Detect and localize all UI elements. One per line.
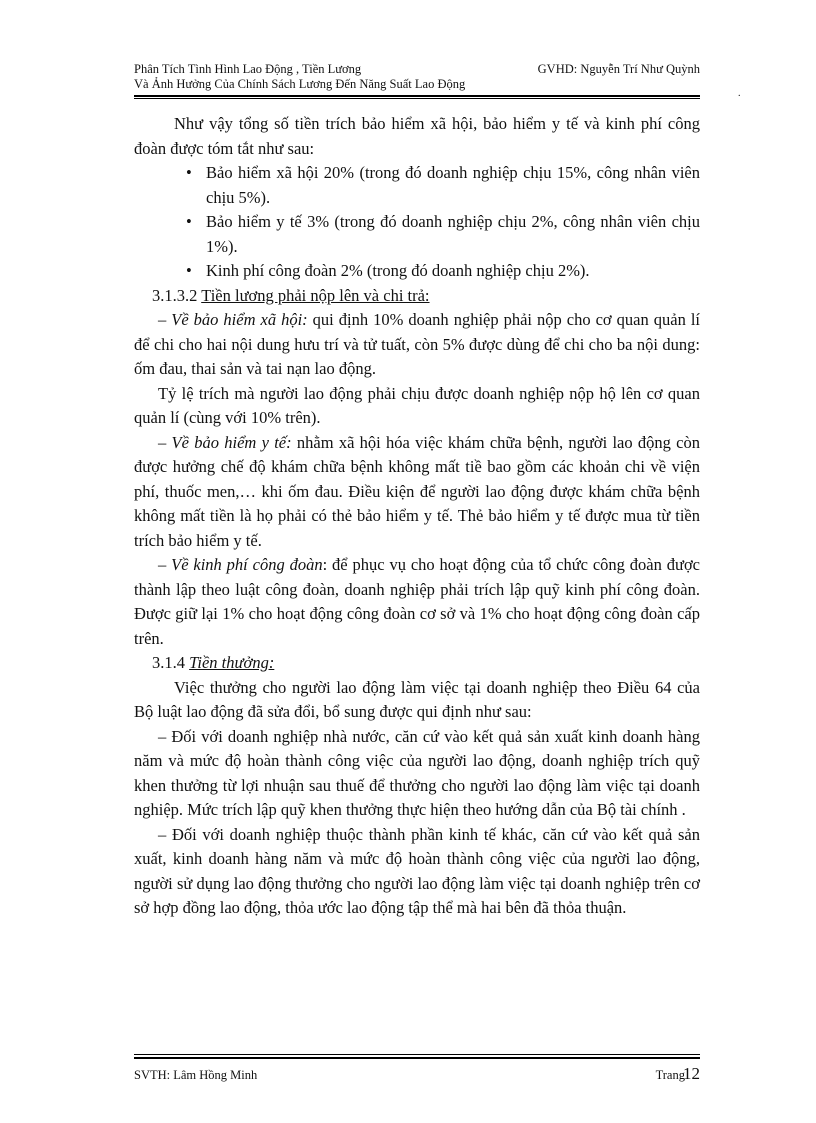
kpcd-paragraph: – Về kinh phí công đoàn: để phục vụ cho hoạt động của tổ chức công đoàn được thành lập theo luật công đoàn, doanh nghiệp phải trích lập quỹ kinh phí công đoàn. Được giữ lại 1% cho hoạt động công đoàn cơ sở và 1% cho hoạt động công đoàn cấp trên.: [134, 555, 700, 648]
bhyt-paragraph: – Về bảo hiểm y tế: nhằm xã hội hóa việc khám chữa bệnh, người lao động còn được hưởng chế độ khám chữa bệnh không mất tiề bao gồm các khoản chi về viện phí, thuốc men,… khi ốm đau. Điều kiện để người lao động được khám chữa bệnh không mất tiền là họ phải có thẻ bảo hiểm y tế. Thẻ bảo hiểm y tế được mua từ tiền trích bảo hiểm y tế.: [134, 432, 701, 550]
page-header: [134, 62, 700, 92]
page-body: [134, 112, 700, 921]
bhxh-paragraph: – Về bảo hiểm xã hội: qui định 10% doanh nghiệp phải nộp cho cơ quan quản lí để chi cho hai nội dung hưu trí và tử tuất, còn 5% được dùng để chi cho ba nội dung: ốm đau, thai sản và tai nạn lao động.: [134, 310, 700, 378]
page-number: 12: [683, 1064, 700, 1083]
bullet-icon: •: [186, 212, 192, 231]
header-divider-thin: [134, 98, 700, 99]
list-item: • Bảo hiểm y tế 3% (trong đó doanh nghiệp chịu 2%, công nhân viên chịu 1%).: [186, 212, 700, 256]
page-footer: [134, 1064, 700, 1084]
bullet-icon: •: [186, 163, 192, 182]
footer-student: SVTH: Lâm Hồng Minh: [134, 1068, 258, 1082]
footer-divider: [134, 1057, 700, 1059]
section-heading-314: 3.1.4 Tiền thưởng:: [152, 653, 275, 672]
list-item: • Kinh phí công đoàn 2% (trong đó doanh nghiệp chịu 2%).: [186, 259, 700, 284]
margin-mark: .: [738, 88, 741, 99]
header-title-line2: Và Ảnh Hưởng Của Chính Sách Lương Đến Năng Suất Lao Động: [134, 77, 466, 91]
list-item: • Bảo hiểm xã hội 20% (trong đó doanh nghiệp chịu 15%, công nhân viên chịu 5%).: [186, 163, 700, 207]
other-enterprise-paragraph: – Đối với doanh nghiệp thuộc thành phần kinh tế khác, căn cứ vào kết quả sản xuất, kinh doanh hàng năm và mức độ hoàn thành công việc của người lao động, người sử dụng lao động thưởng cho người lao động làm việc tại doanh nghiệp trên cơ sở hợp đồng lao động, thỏa ước lao động tập thể mà hai bên đã thỏa thuận.: [134, 824, 700, 917]
header-divider: [134, 95, 700, 97]
contribution-list: [134, 161, 700, 284]
section-heading-3132: 3.1.3.2 Tiền lương phải nộp lên và chi trả:: [152, 285, 430, 305]
footer-divider-thin: [134, 1054, 700, 1055]
reward-intro-paragraph: Việc thưởng cho người lao động làm việc tại doanh nghiệp theo Điều 64 của Bộ luật lao động đã sửa đổi, bổ sung được qui định như sau:: [134, 677, 700, 721]
ratio-paragraph: Tỷ lệ trích mà người lao động phải chịu được doanh nghiệp nộp hộ lên cơ quan quản lí (cùng với 10% trên).: [134, 383, 700, 427]
intro-paragraph: Như vậy tổng số tiền trích bảo hiểm xã hội, bảo hiểm y tế và kinh phí công đoàn được tóm tắt như sau:: [134, 114, 700, 158]
header-supervisor: GVHD: Nguyễn Trí Như Quỳnh: [537, 62, 700, 76]
page-label: Trang: [655, 1068, 685, 1082]
header-title-line1: Phân Tích Tình Hình Lao Động , Tiền Lương: [134, 62, 362, 76]
state-enterprise-paragraph: – Đối với doanh nghiệp nhà nước, căn cứ vào kết quả sản xuất kinh doanh hàng năm và mức độ hoàn thành công việc của người lao động, doanh nghiệp trích quỹ khen thưởng từ lợi nhuận sau thuế để thưởng cho người lao động làm việc tại doanh nghiệp. Mức trích lập quỹ khen thưởng thực hiện theo hướng dẫn của Bộ tài chính .: [134, 726, 700, 819]
page-number-block: [656, 1064, 700, 1084]
bullet-icon: •: [186, 261, 192, 280]
